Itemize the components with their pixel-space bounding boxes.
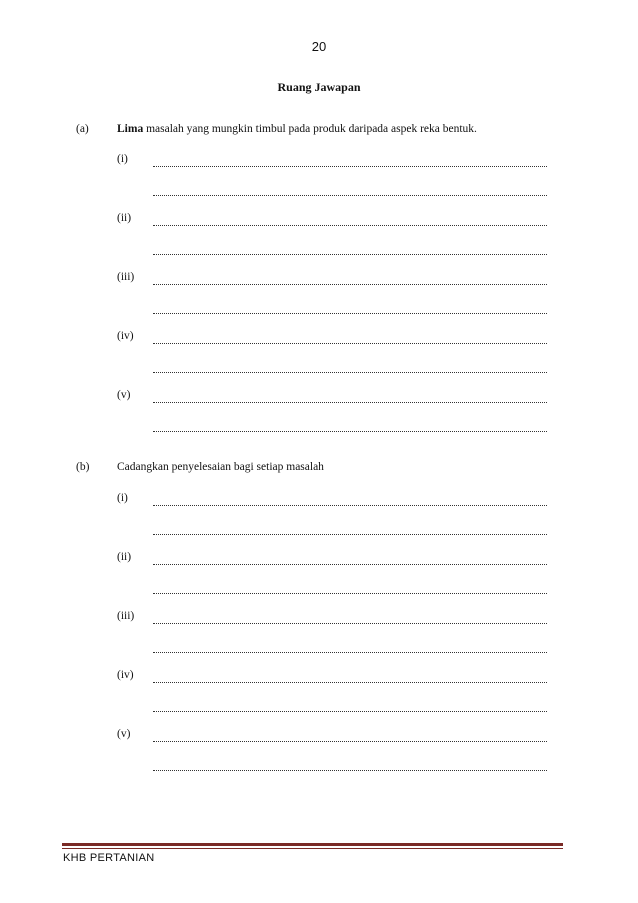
answer-line[interactable]: [153, 669, 547, 683]
item-label: (v): [117, 389, 131, 401]
section-a-question-text: masalah yang mungkin timbul pada produk daripada aspek reka bentuk.: [143, 123, 477, 135]
footer-rule-thin: [62, 848, 563, 849]
section-b-label: (b): [76, 461, 90, 473]
answer-line[interactable]: [153, 300, 547, 314]
section-b-question-text: Cadangkan penyelesaian bagi setiap masalah: [117, 461, 324, 473]
answer-line[interactable]: [153, 418, 547, 432]
section-a-question: [117, 123, 477, 135]
item-label: (iii): [117, 610, 135, 622]
answer-line[interactable]: [153, 241, 547, 255]
section-a-bold-lead: Lima: [117, 123, 144, 135]
answer-line[interactable]: [153, 153, 547, 167]
answer-line[interactable]: [153, 359, 547, 373]
item-label: (i): [117, 492, 128, 504]
answer-line[interactable]: [153, 639, 547, 653]
item-label: (i): [117, 153, 128, 165]
answer-line[interactable]: [153, 580, 547, 594]
answer-line[interactable]: [153, 698, 547, 712]
answer-line[interactable]: [153, 330, 547, 344]
answer-line[interactable]: [153, 521, 547, 535]
item-label: (ii): [117, 551, 132, 563]
item-label: (v): [117, 728, 131, 740]
answer-line[interactable]: [153, 492, 547, 506]
item-label: (iv): [117, 330, 134, 342]
item-label: (iii): [117, 271, 135, 283]
page-number: 20: [311, 39, 327, 54]
section-b-question: [117, 461, 324, 473]
answer-heading: Ruang Jawapan: [277, 80, 361, 94]
answer-line[interactable]: [153, 182, 547, 196]
footer-text: KHB PERTANIAN: [63, 852, 155, 864]
footer-rule-thick: [62, 843, 563, 846]
answer-line[interactable]: [153, 728, 547, 742]
answer-line[interactable]: [153, 757, 547, 771]
answer-line[interactable]: [153, 551, 547, 565]
section-a-label: (a): [76, 123, 89, 135]
item-label: (ii): [117, 212, 132, 224]
answer-line[interactable]: [153, 389, 547, 403]
answer-line[interactable]: [153, 212, 547, 226]
answer-line[interactable]: [153, 610, 547, 624]
item-label: (iv): [117, 669, 134, 681]
answer-line[interactable]: [153, 271, 547, 285]
